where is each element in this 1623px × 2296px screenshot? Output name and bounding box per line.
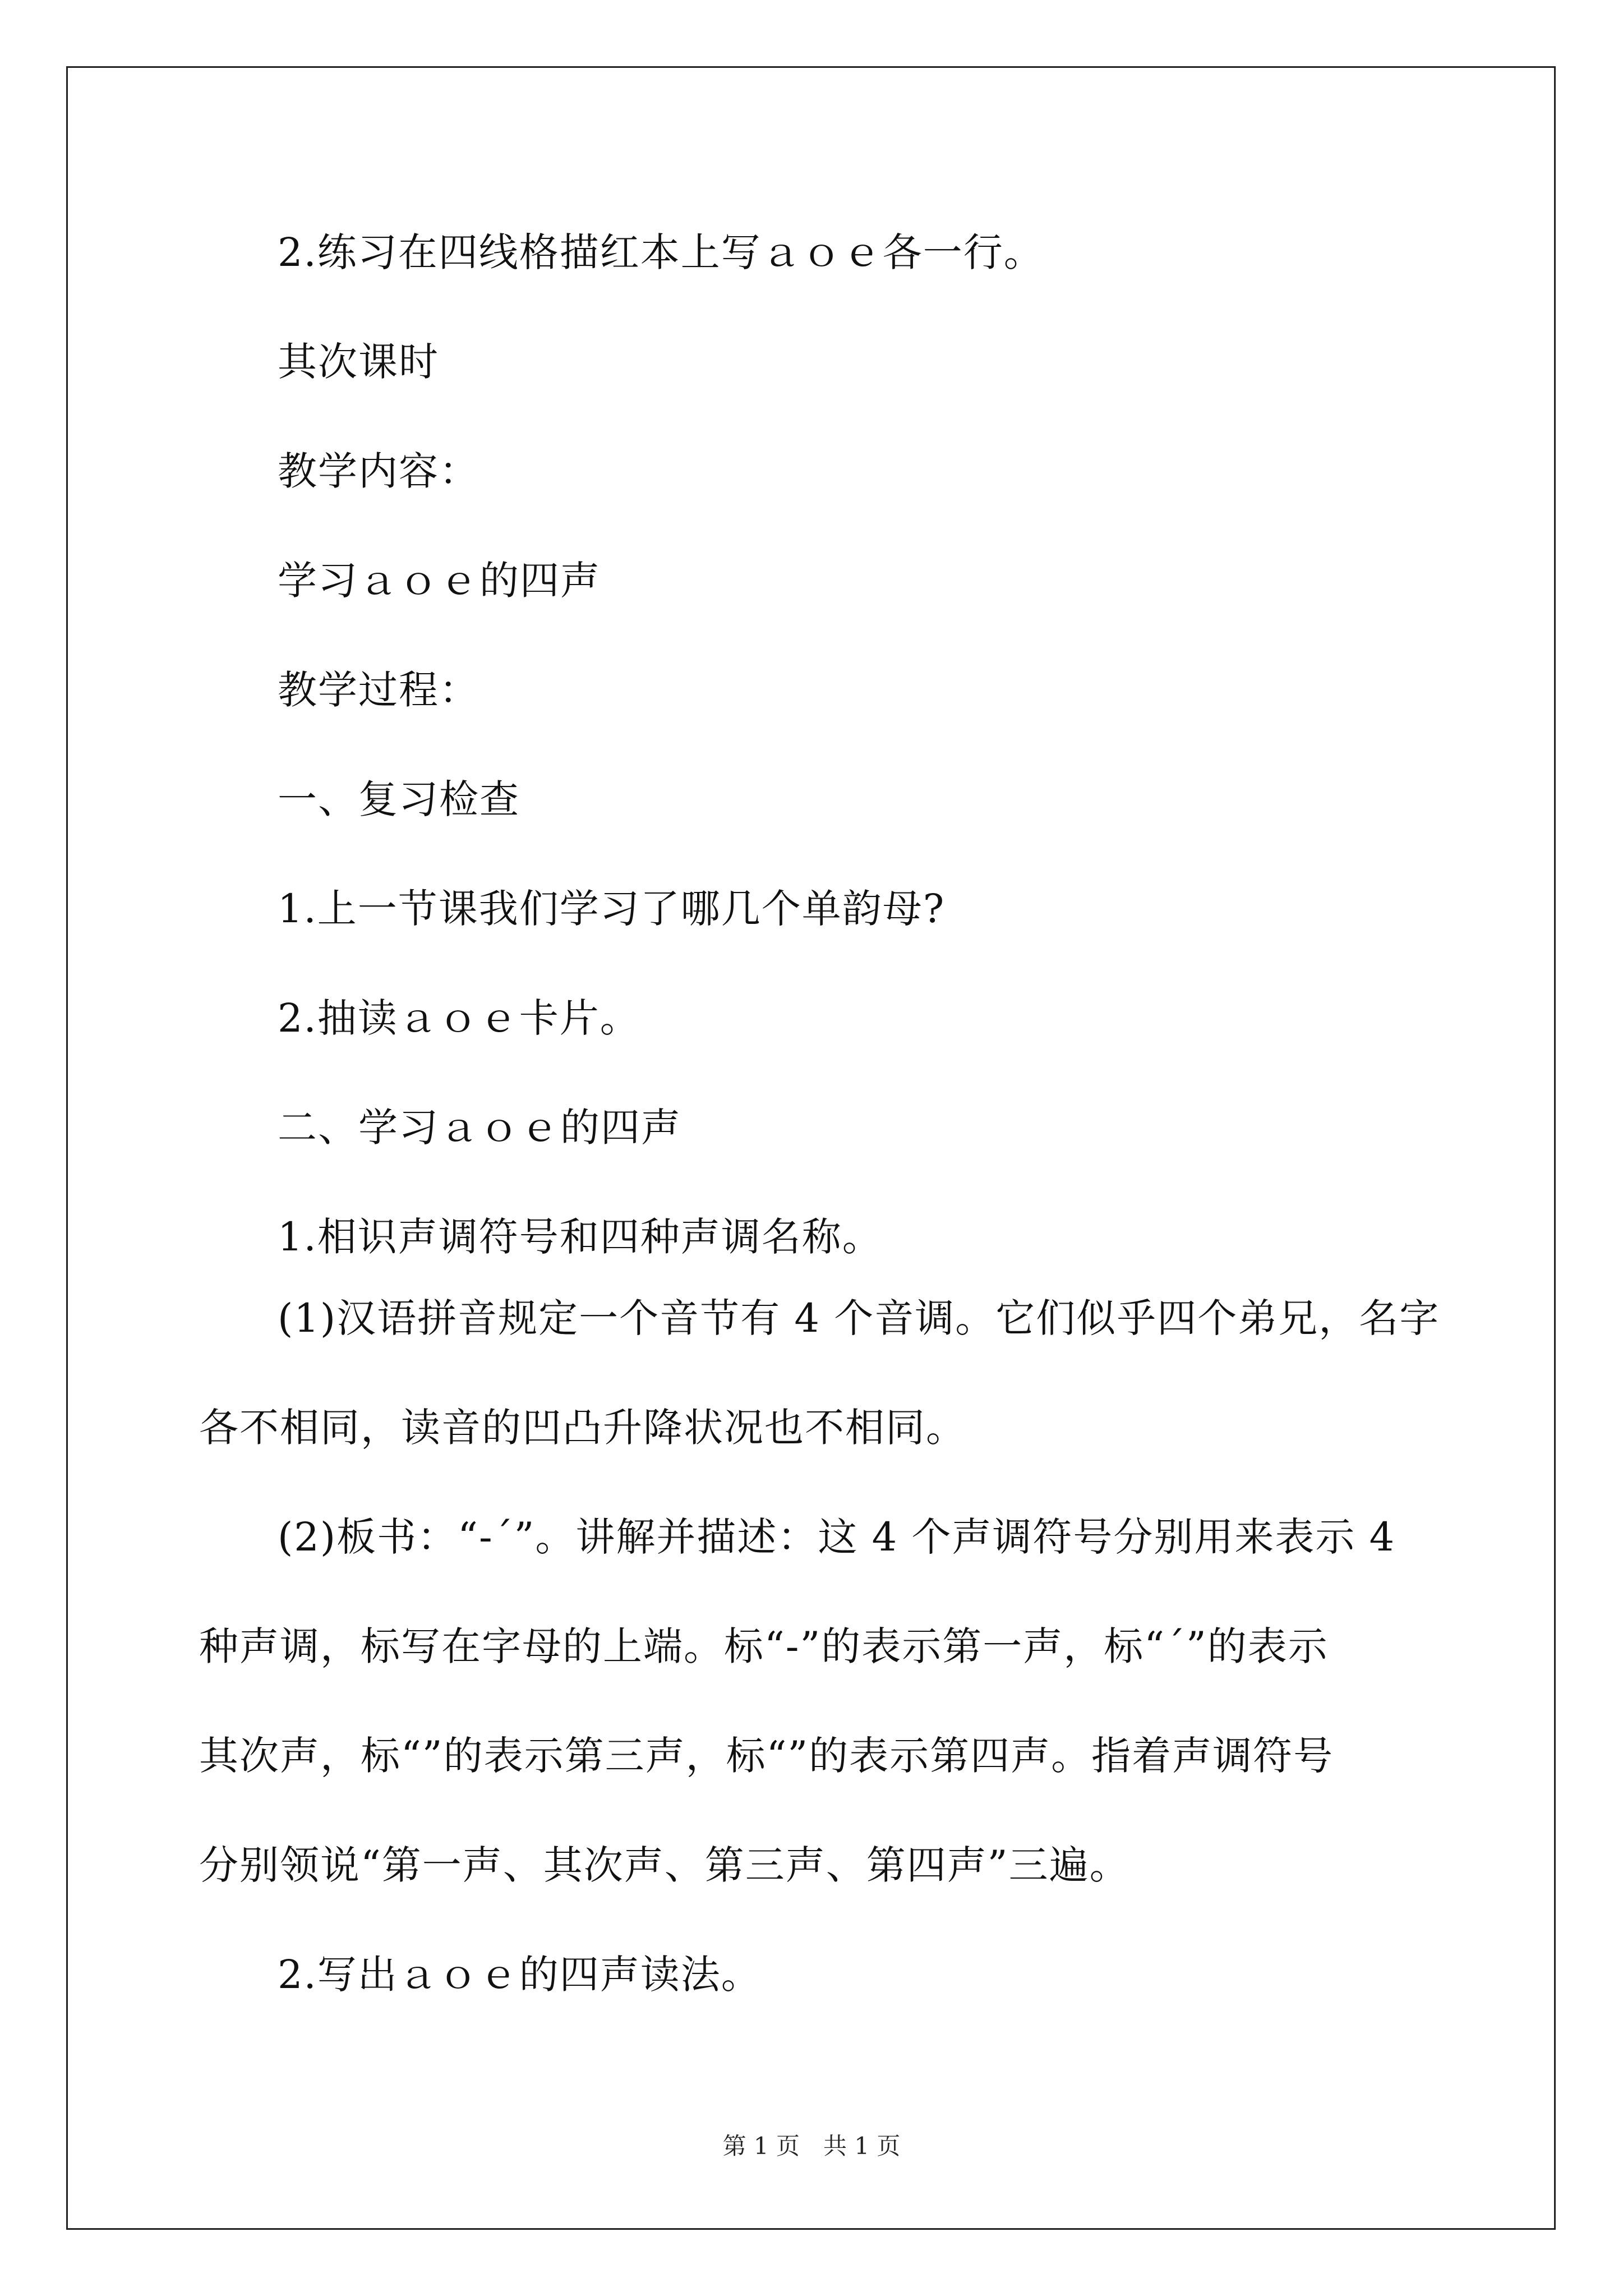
- text-line: 2.抽读ａｏｅ卡片。: [278, 995, 640, 1041]
- text-line: 1.相识声调符号和四种声调名称。: [278, 1214, 883, 1260]
- text-line: 2.练习在四线格描红本上写ａｏｅ各一行。: [278, 229, 1044, 275]
- paragraph-line: (2)板书：“-ˊ”。讲解并描述：这 4 个声调符号分别用来表示 4: [278, 1514, 1396, 1560]
- text-line: 二、学习ａｏｅ的四声: [278, 1105, 681, 1151]
- section-heading: 其次课时: [278, 339, 439, 385]
- text-line: 教学内容：: [278, 448, 479, 494]
- paragraph-line: 种声调，标写在字母的上端。标“-”的表示第一声，标“ˊ”的表示: [199, 1623, 1329, 1669]
- paragraph-line: (1)汉语拼音规定一个音节有 4 个音调。它们似乎四个弟兄，名字: [278, 1295, 1440, 1341]
- text-line: 一、复习检查: [278, 776, 520, 822]
- paragraph-line: 分别领说“第一声、其次声、第三声、第四声”三遍。: [199, 1842, 1130, 1888]
- text-line: 1.上一节课我们学习了哪几个单韵母?: [278, 886, 946, 932]
- paragraph-line: 其次声，标“”的表示第三声，标“”的表示第四声。指着声调符号: [199, 1733, 1334, 1779]
- text-line: 教学过程：: [278, 667, 479, 713]
- page-number: 第 1 页 共 1 页: [722, 2132, 901, 2160]
- text-line: 学习ａｏｅ的四声: [278, 558, 601, 604]
- paragraph-line: 各不相同，读音的凹凸升降状况也不相同。: [199, 1405, 966, 1451]
- text-line: 2.写出ａｏｅ的四声读法。: [278, 1952, 762, 1998]
